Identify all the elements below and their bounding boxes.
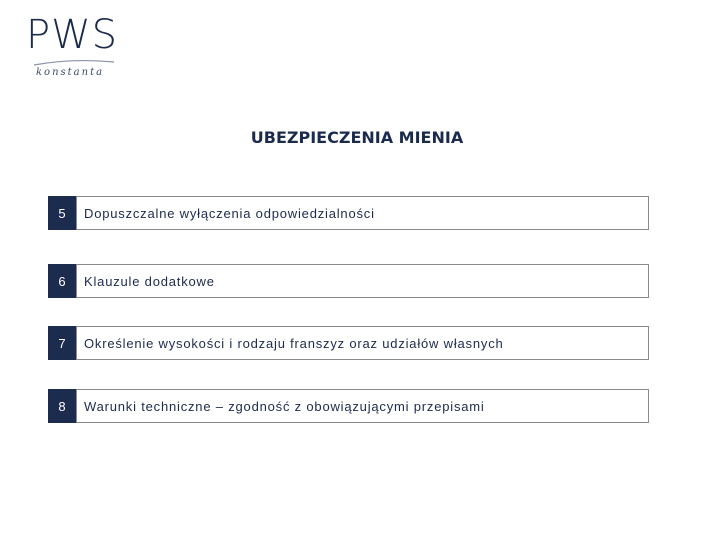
item-text: Warunki techniczne – zgodność z obowiązującymi przepisami xyxy=(76,389,649,423)
item-text: Klauzule dodatkowe xyxy=(76,264,649,298)
list-item xyxy=(48,196,649,230)
logo-subtitle: konstanta xyxy=(36,67,105,78)
item-number: 6 xyxy=(48,264,76,298)
slide-title: UBEZPIECZENIA MIENIA xyxy=(250,128,464,147)
company-logo xyxy=(26,12,126,76)
item-number: 5 xyxy=(48,196,76,230)
list-item xyxy=(48,389,649,423)
item-text: Dopuszczalne wyłączenia odpowiedzialności xyxy=(76,196,649,230)
item-number: 8 xyxy=(48,389,76,423)
item-number: 7 xyxy=(48,326,76,360)
item-text: Określenie wysokości i rodzaju franszyz oraz udziałów własnych xyxy=(76,326,649,360)
list-item xyxy=(48,264,649,298)
list-item xyxy=(48,326,649,360)
logo-wordmark: PWS xyxy=(26,12,119,58)
